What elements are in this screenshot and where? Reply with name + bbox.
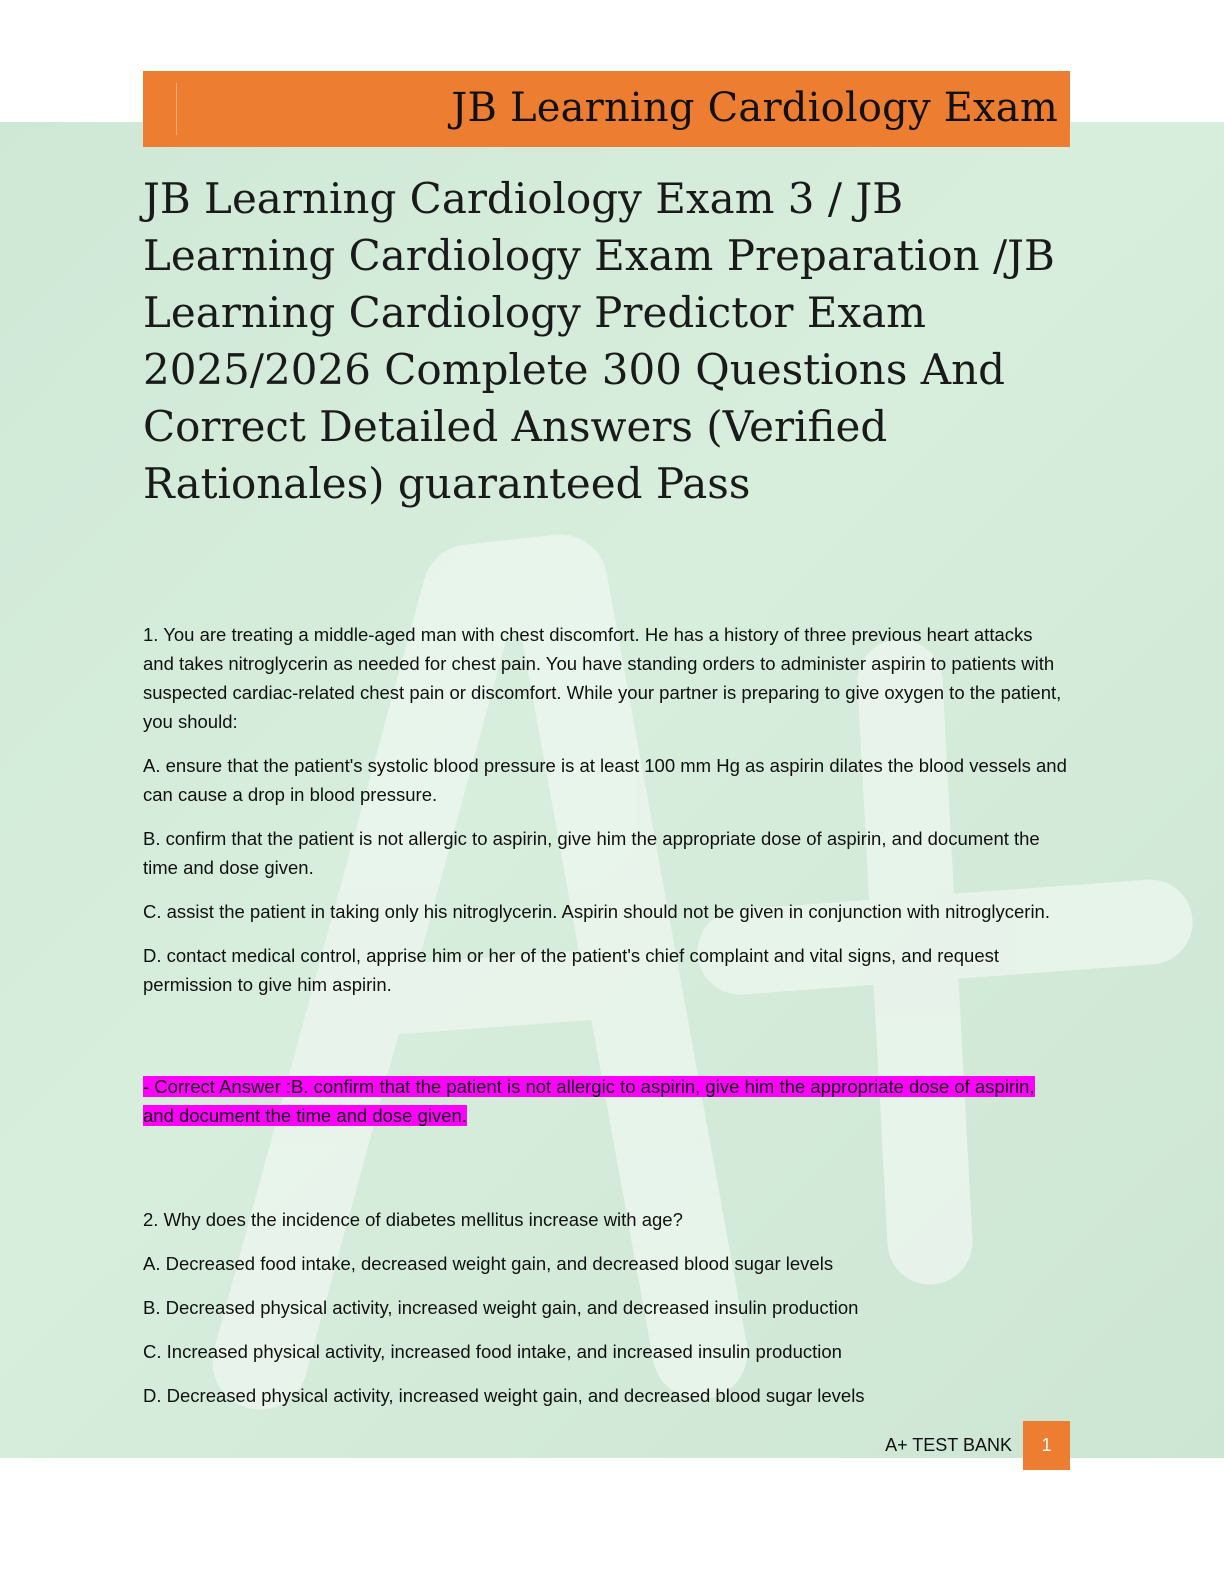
question-1 (143, 620, 1068, 1130)
banner-divider (176, 83, 177, 135)
option-a: A. Decreased food intake, decreased weight gain, and decreased blood sugar levels (143, 1253, 834, 1274)
question-stem: 1. You are treating a middle-aged man with chest discomfort. He has a history of three previous heart attacks and takes nitroglycerin as needed for chest pain. You have standing orders to administer aspirin to patients with suspected cardiac-related chest pain or discomfort. While your partner is preparing to give oxygen to the patient, you should: (143, 624, 1062, 732)
option-c: C. Increased physical activity, increased food intake, and increased insulin production (143, 1341, 842, 1362)
correct-answer (143, 1072, 1068, 1130)
footer-label: A+ TEST BANK (885, 1435, 1012, 1455)
option-d: D. contact medical control, apprise him or her of the patient's chief complaint and vital signs, and request permission to give him aspirin. (143, 945, 1000, 995)
banner-title: JB Learning Cardiology Exam (451, 85, 1058, 131)
option-c: C. assist the patient in taking only his nitroglycerin. Aspirin should not be given in conjunction with nitroglycerin. (143, 901, 1050, 922)
option-a: A. ensure that the patient's systolic blood pressure is at least 100 mm Hg as aspirin dilates the blood vessels and can cause a drop in blood pressure. (143, 755, 1067, 805)
page-number: 1 (1023, 1421, 1070, 1470)
option-b: B. confirm that the patient is not allergic to aspirin, give him the appropriate dose of aspirin, and document the time and dose given. (143, 828, 1040, 878)
question-content (143, 620, 1068, 1425)
correct-answer-highlight: - Correct Answer :B. confirm that the patient is not allergic to aspirin, give him the appropriate dose of aspirin, and document the time and dose given. (143, 1076, 1035, 1126)
question-2 (143, 1205, 1068, 1410)
document-title: JB Learning Cardiology Exam 3 / JB Learning Cardiology Exam Preparation /JB Learning Cardiology Predictor Exam 2025/2026 Complete 300 Questions And Correct Detailed Answers (Verified Rationales) guaranteed Pass (143, 174, 1055, 508)
header-banner (143, 71, 1070, 147)
option-b: B. Decreased physical activity, increased weight gain, and decreased insulin production (143, 1297, 859, 1318)
option-d: D. Decreased physical activity, increased weight gain, and decreased blood sugar levels (143, 1385, 865, 1406)
question-stem: 2. Why does the incidence of diabetes mellitus increase with age? (143, 1209, 683, 1230)
